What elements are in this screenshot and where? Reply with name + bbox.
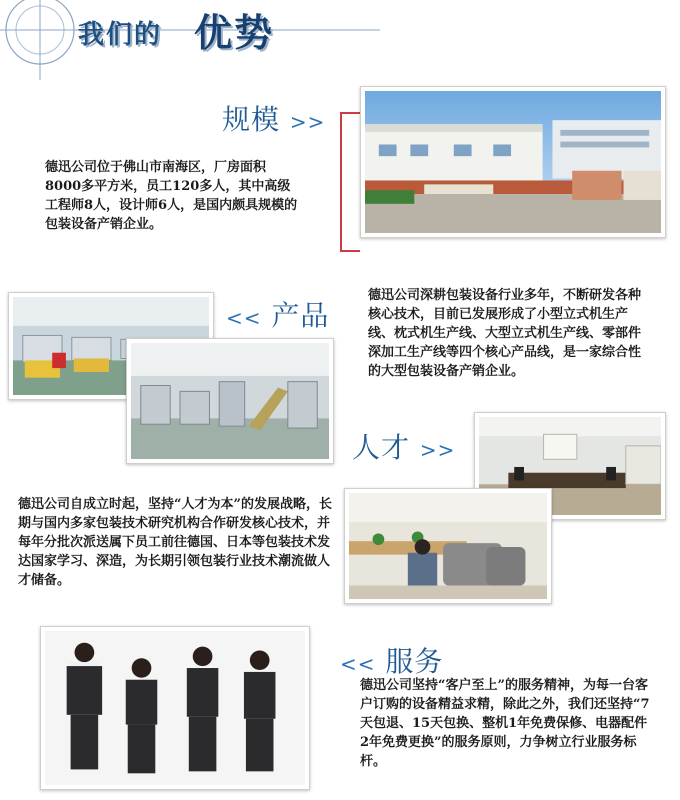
talent-title: 人才 — [352, 431, 411, 464]
section-title-scale — [222, 98, 325, 138]
factory-photo — [360, 86, 666, 238]
scale-accent-bottom — [340, 250, 360, 252]
talent-arrow: >> — [419, 438, 456, 462]
talent-text: 德迅公司自成立时起，坚持“人才为本”的发展战略，长期与国内多家包装技术研究机构合作研发核心技术，并每年分批次派送属下员工前往德国、日本等包装技术发达国家学习、深造，为长期引领包装行业技术潮流做人才储备。 — [18, 497, 332, 588]
product-arrow: << — [226, 306, 262, 330]
scale-accent-left — [340, 112, 342, 252]
product-title: 产品 — [271, 299, 330, 332]
service-staff-photo — [40, 626, 310, 790]
training-photo — [344, 488, 552, 604]
section-title-service — [340, 640, 443, 680]
service-arrow: << — [340, 652, 376, 676]
page-title-part2: 优势 — [194, 11, 275, 55]
product-text: 德迅公司深耕包装设备行业多年，不断研发各种核心技术，目前已发展形成了小型立式机生产线、枕式机生产线、大型立式机生产线、零部件深加工生产线等四个核心产品线，是一家综合性的大型包装设备产销企业。 — [368, 288, 642, 379]
service-title: 服务 — [385, 645, 444, 678]
scale-title: 规模 — [222, 103, 281, 136]
scale-text: 德迅公司位于佛山市南海区，厂房面积8000多平方米，员工120多人，其中高级工程师8人，设计师6人，是国内颇具规模的包装设备产销企业。 — [45, 160, 298, 232]
section-title-product — [226, 294, 329, 334]
page-title-part1: 我们的 — [78, 20, 163, 50]
service-text: 德迅公司坚持“客户至上”的服务精神，为每一台客户订购的设备精益求精，除此之外，我们还坚持“7天包退、15天包换、整机1年免费保修、电器配件2年免费更换”的服务原则，力争树立行业服务标杆。 — [360, 678, 650, 769]
workshop-photo-2 — [126, 338, 334, 464]
page-header — [0, 0, 680, 80]
scale-arrow: >> — [289, 110, 326, 134]
section-title-talent — [352, 426, 455, 466]
